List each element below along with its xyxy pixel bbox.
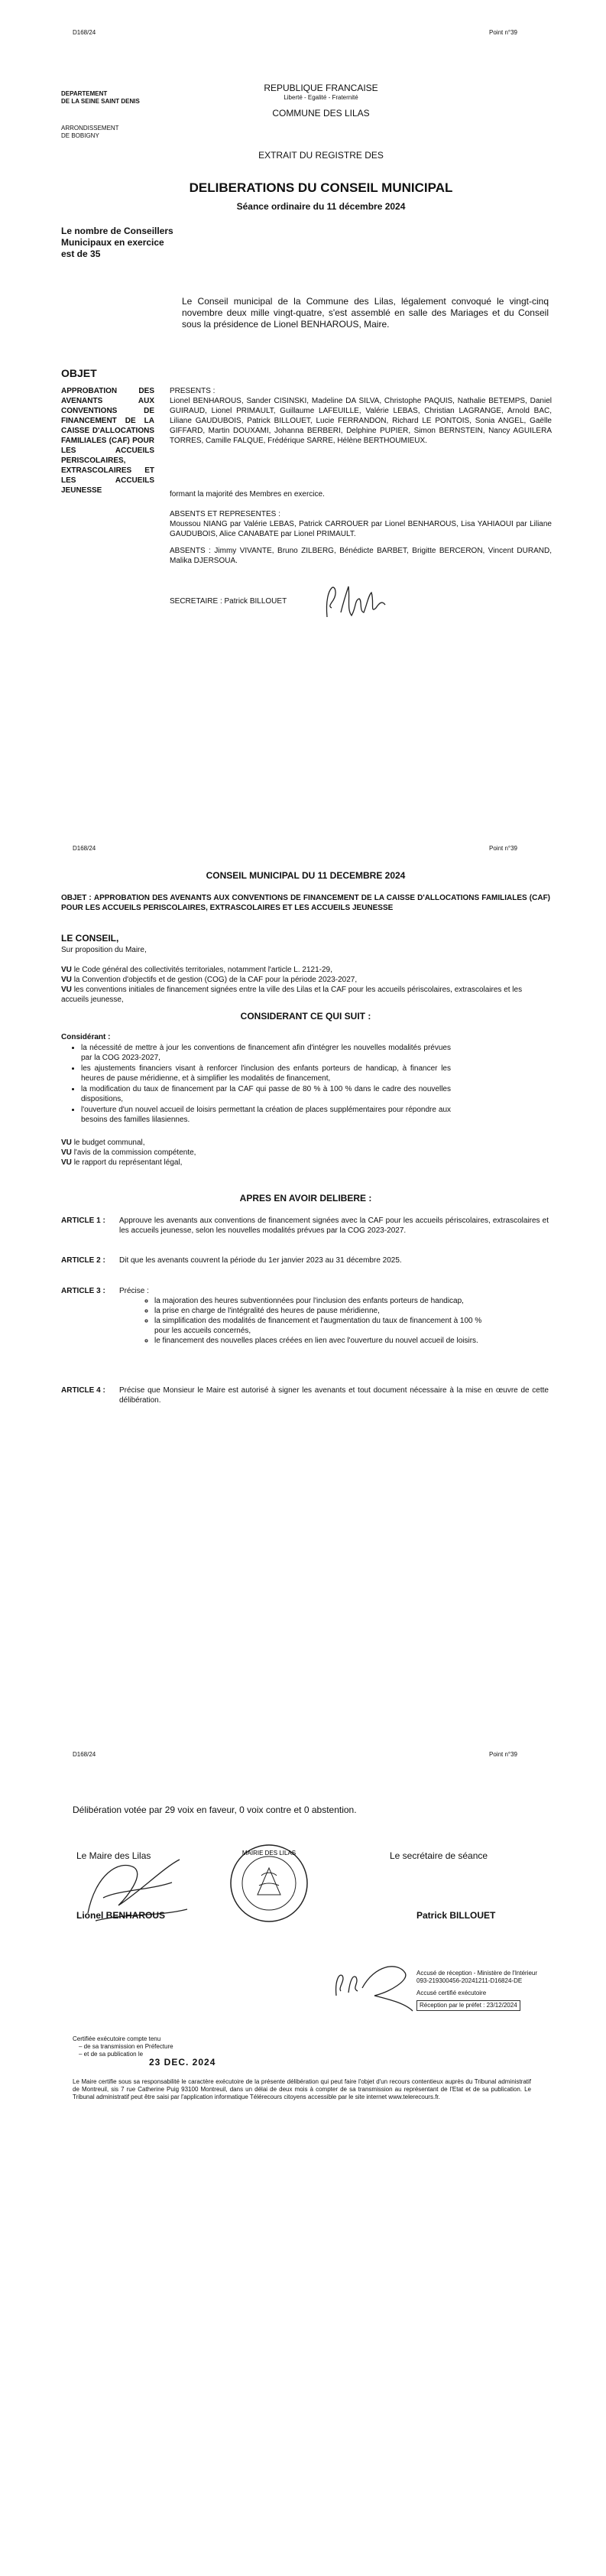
republic-header: REPUBLIQUE FRANCAISE Liberté - Egalité - Fraternité COMMUNE DES LILAS: [176, 83, 466, 119]
article-1-label: ARTICLE 1 :: [61, 1217, 105, 1225]
article-3: Précise : ◦ la majoration des heures subventionnées pour l'inclusion des enfants porteurs de handicap, ◦ la prise en charge de l'intégralité des heures de pause méridienne, ◦ la simplification des modalités de financement et l'augmentation du taux de financement à 100 % pour les accueils concernés, ◦ le financement des nouvelles places créées en lien avec l'ouverture du nouvel accueil de loisirs.: [119, 1286, 549, 1346]
vu-item: VU le budget communal,: [61, 1139, 145, 1147]
majority-text: formant la majorité des Membres en exercice.: [170, 490, 325, 499]
arrondissement: ARRONDISSEMENT DE BOBIGNY: [61, 125, 119, 139]
article-1-text: Approuve les avenants aux conventions de financement signées avec la CAF pour les accueils périscolaires, extrascolaires et les accueils jeunesse, selon les nouvelles modalités prévues par la COG 2023-2027.: [119, 1217, 549, 1235]
commune-name: COMMUNE DES LILAS: [272, 108, 370, 119]
article-3-label: ARTICLE 3 :: [61, 1287, 105, 1295]
secretary-label: Le secrétaire de séance: [390, 1850, 488, 1861]
proposition: Sur proposition du Maire,: [61, 946, 147, 954]
intro-paragraph: Le Conseil municipal de la Commune des Lilas, légalement convoqué le vingt-cinq novembre deux mille vingt-quatre, s'est assemblé en salle des Mariages et du Conseil sous la présidence de Lionel BENHAROUS, Maire.: [182, 296, 549, 330]
vu-item: VU le rapport du représentant légal,: [61, 1158, 183, 1167]
department: DEPARTEMENT DE LA SEINE SAINT DENIS: [61, 90, 140, 105]
vu-item: VU le Code général des collectivités territoriales, notamment l'article L. 2121-29,: [61, 966, 332, 974]
vu-item: VU l'avis de la commission compétente,: [61, 1148, 196, 1157]
secretary-name: Patrick BILLOUET: [416, 1910, 496, 1921]
absents-represented: ABSENTS ET REPRESENTES : Moussou NIANG par Valérie LEBAS, Patrick CARROUER par Lionel BENHAROUS, Lisa YAHIAOUI par Liliane GAUDUBOIS, Alice CANABATE par Lionel PRIMAULT.: [170, 510, 552, 538]
article-3-item: ◦ le financement des nouvelles places créées en lien avec l'ouverture du nouvel accueil de loisirs.: [154, 1336, 491, 1346]
apres-delibere: APRES EN AVOIR DELIBERE :: [239, 1193, 372, 1204]
executory-certification: Certifiée exécutoire compte tenu – de sa transmission en Préfecture – et de sa publication le: [73, 2035, 173, 2058]
document-title: DELIBERATIONS DU CONSEIL MUNICIPAL: [189, 180, 453, 195]
point-number-p3: Point n°39: [489, 1751, 518, 1758]
article-3-item: ◦ la majoration des heures subventionnées pour l'inclusion des enfants porteurs de handicap,: [154, 1296, 491, 1306]
considerant-item: • la nécessité de mettre à jour les conventions de financement afin d'intégrer les nouvelles modalités prévues par la COG 2023-2027,: [81, 1043, 451, 1063]
article-2-label: ARTICLE 2 :: [61, 1256, 105, 1265]
absents: ABSENTS : Jimmy VIVANTE, Bruno ZILBERG, Bénédicte BARBET, Brigitte BERCERON, Vincent DURAND, Malika DJERSOUA.: [170, 547, 552, 565]
objet-label: OBJET: [61, 367, 97, 379]
extract-label: EXTRAIT DU REGISTRE DES: [258, 150, 384, 161]
article-2-text: Dit que les avenants couvrent la période du 1er janvier 2023 au 31 décembre 2025.: [119, 1256, 402, 1265]
session-date: Séance ordinaire du 11 décembre 2024: [236, 201, 406, 212]
considerant-item: • la modification du taux de financement par la CAF qui passe de 80 % à 100 % dans le cadre des nouvelles dispositions,: [81, 1084, 451, 1104]
considerant-title: CONSIDERANT CE QUI SUIT :: [240, 1011, 371, 1022]
town-seal: [227, 1841, 311, 1925]
considerant-label: Considérant :: [61, 1033, 111, 1041]
reference-p3: D168/24: [73, 1751, 96, 1758]
secretary-signature: [329, 1957, 420, 2019]
article-3-item: ◦ la simplification des modalités de financement et l'augmentation du taux de financement à 100 % pour les accueils concernés,: [154, 1316, 491, 1336]
considerant-item: • les ajustements financiers visant à renforcer l'inclusion des enfants porteurs de handicap, à financer les heures de pause méridienne, et à simplifier les modalités de financement,: [81, 1064, 451, 1083]
reference: D168/24: [73, 29, 96, 36]
mayor-label: Le Maire des Lilas: [76, 1850, 151, 1861]
considerants-list: [69, 1043, 451, 1126]
mayor-name: Lionel BENHAROUS: [76, 1910, 166, 1921]
vu-item: VU les conventions initiales de financement signées entre la ville des Lilas et la CAF pour les accueils périscolaires, extrascolaires et les accueils jeunesse,: [61, 986, 523, 1004]
publication-date-stamp: 23 DEC. 2024: [149, 2057, 216, 2068]
legal-notice: Le Maire certifie sous sa responsabilité le caractère exécutoire de la présente délibération qui peut faire l'objet d'un recours contentieux auprès du Tribunal administratif de Montreuil, sis 7 rue Catherine Puig 93100 Montreuil, dans un délai de deux mois à compter de sa transmission au représentant de l'Etat et de sa publication. Le Tribunal administratif peut être saisi par l'application informatique Télérecours citoyens accessible par le site internet www.telerecours.fr.: [73, 2078, 531, 2100]
signature-image: [321, 577, 390, 631]
presents-block: PRESENTS : Lionel BENHAROUS, Sander CISINSKI, Madeline DA SILVA, Christophe PAQUIS, Nathalie BETEMPS, Daniel GUIRAUD, Lionel PRIMAULT, Guillaume LAFEUILLE, Valérie LEBAS, Christian LAGRANGE, Arnold BAC, Liliane GAUDUBOIS, Patrick BILLOUET, Lucie FERRANDON, Richard LE PONTOIS, Sonia ANGEL, Gaëlle GIFFARD, Martin DOUXAMI, Johanna BERBERI, Delphine PUPIER, Simon BERNSTEIN, Nancy AGUILERA TORRES, Camille FALQUE, Frédérique SARRE, Hélène BERTHOUMIEUX.: [170, 387, 552, 445]
secretary: SECRETAIRE : Patrick BILLOUET: [170, 597, 287, 606]
councillor-count: Le nombre de Conseillers Municipaux en exercice est de 35: [61, 226, 173, 259]
vu-list: [61, 965, 550, 1005]
point-number-p2: Point n°39: [489, 845, 518, 852]
p2-header: CONSEIL MUNICIPAL DU 11 DECEMBRE 2024: [206, 870, 406, 881]
mayor-signature: [73, 1844, 195, 1936]
vu-item: VU la Convention d'objectifs et de gestion (COG) de la CAF pour la période 2023-2027,: [61, 976, 358, 984]
p2-objet: OBJET : APPROBATION DES AVENANTS AUX CONVENTIONS DE FINANCEMENT DE LA CAISSE D'ALLOCATIONS FAMILIALES (CAF) POUR LES ACCUEILS PERISCOLAIRES, EXTRASCOLAIRES ET LES ACCUEILS JEUNESSE: [61, 894, 551, 912]
le-conseil: LE CONSEIL,: [61, 933, 119, 944]
point-number: Point n°39: [489, 29, 518, 36]
considerant-item: • l'ouverture d'un nouvel accueil de loisirs permettant la création de places supplémentaires pour répondre aux besoins des familles lilasiennes.: [81, 1105, 451, 1125]
article-4-text: Précise que Monsieur le Maire est autorisé à signer les avenants et tout document nécessaire à la mise en œuvre de cette délibération.: [119, 1386, 549, 1405]
receipt-block: Accusé de réception - Ministère de l'Intérieur 093-219300456-20241211-D16824-DE Accusé certifié exécutoire Réception par le préfet : 23/12/2024: [416, 1970, 569, 2011]
vote-result: Délibération votée par 29 voix en faveur, 0 voix contre et 0 abstention.: [73, 1804, 357, 1815]
seal-text: MAIRIE DES LILAS: [241, 1850, 297, 1856]
article-4-label: ARTICLE 4 :: [61, 1386, 105, 1395]
objet-text: APPROBATION DES AVENANTS AUX CONVENTIONS DE FINANCEMENT DE LA CAISSE D'ALLOCATIONS FAMILIALES (CAF) POUR LES ACCUEILS PERISCOLAIRES, EXTRASCOLAIRES ET LES ACCUEILS JEUNESSE: [61, 387, 154, 495]
reference-p2: D168/24: [73, 845, 96, 852]
vu2-list: [61, 1138, 196, 1168]
article-3-item: ◦ la prise en charge de l'intégralité des heures de pause méridienne,: [154, 1306, 491, 1316]
